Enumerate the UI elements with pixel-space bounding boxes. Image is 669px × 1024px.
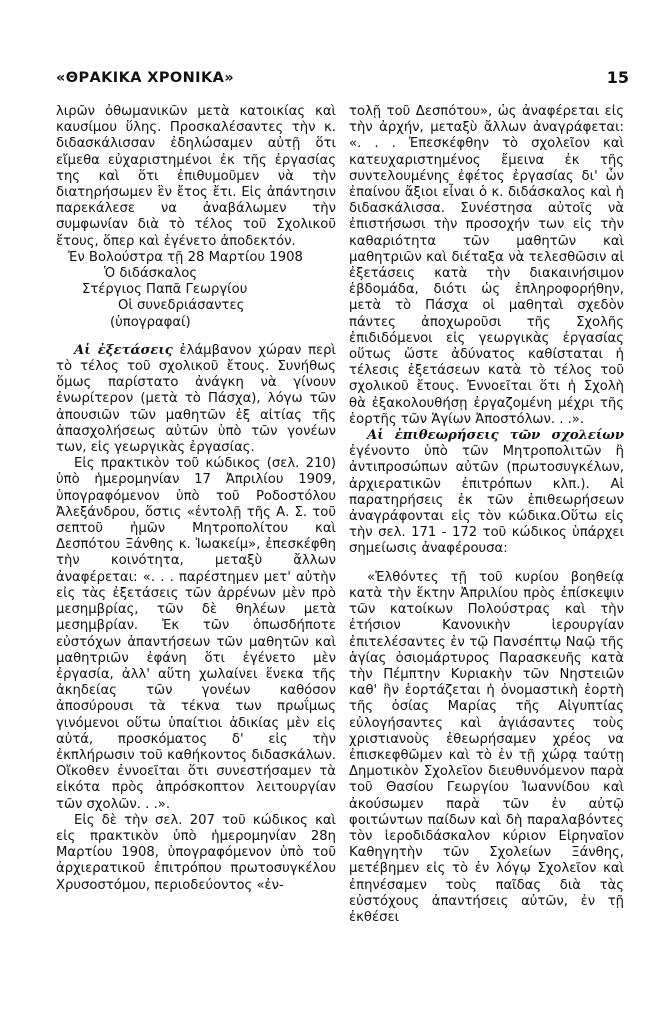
signature-members: Οἱ συνεδριάσαντες (118, 298, 245, 314)
page-number: 15 (606, 68, 629, 87)
signature-name: Στέργιος Παπᾶ Γεωργίου (82, 282, 248, 298)
section-heading: Αἱ ἐξετάσεις (74, 342, 173, 358)
left-column (56, 104, 336, 894)
signature-note: (ὑπογραφαί) (110, 314, 191, 330)
page-header (56, 70, 629, 96)
paragraph: Εἰς πρακτικὸν τοῦ κώδικος (σελ. 210) ὑπὸ ἡμερομηνίαν 17 Ἀπριλίου 1909, ὑπογραφόμενον ὑπὸ τοῦ Ροδοστόλου Ἀλεξάνδρου, ὅστις «ἐντολῇ τῆς Α. Σ. τοῦ σεπτοῦ ἡμῶν Μητροπολίτου καὶ Δεσπότου Ξάνθης κ. Ἰωακείμ», ἐπεσκέφθη τὴν κοινότητα, μεταξὺ ἄλλων ἀναφέρεται: «. . . παρέστημεν μετ' αὐτὴν εἰς τὰς ἐξετάσεις τῶν ἀρρένων μὲν πρὸ μεσημβρίας, τῶν δὲ θηλέων μετὰ μεσημβρίαν. Ἐκ τῶν ὁπωσδήποτε εὐστόχων ἀπαντήσεων τῶν μαθητῶν καὶ μαθητριῶν ἐφάνη ὅτι ἐγένετο μὲν ἐργασία, ἀλλ' αὕτη χωλαίνει ἕνεκα τῆς ἀκηδείας τῶν γονέων καθόσον ἀποσύρουσι τὰ τέκνα των πρωΐμως γινόμενοι οὕτω ὑπαίτιοι ἀδικίας μὲν εἰς αὐτά, προσκόματος δ' εἰς τὴν ἐκπλήρωσιν τοῦ καθήκοντος διδασκάλων. Οἴκοθεν ἐννοεῖται ὅτι συνεστήσαμεν τὰ εἰκότα πρὸς ἀπρόσκοπτον λειτουργίαν τῶν σχολῶν. . .». (56, 456, 336, 812)
paragraph-text: ἐγένοντο ὑπὸ τῶν Μητροπολιτῶν ἢ ἀντιπροσώπων αὐτῶν (πρωτοσυγκέλων, ἀρχιερατικῶν ἐπιτρόπων κλπ.). Αἱ παρατηρήσεις ἐκ τῶν ἐπιθεωρήσεων ἀναγράφονται εἰς τὸν κώδικα.Οὕτω εἰς τὴν σελ. 171 - 172 τοῦ κώδικος ὑπάρχει σημείωσις ἀναφέρουσα: (349, 444, 624, 557)
inspections-paragraph (349, 428, 624, 558)
quote-paragraph: «Ἐλθόντες τῇ τοῦ κυρίου βοηθείᾳ κατὰ τὴν ἕκτην Ἀπριλίου πρὸς ἐπίσκεψιν τῶν κατοίκων Πολούστρας καὶ τὴν ἐτήσιον Κανονικὴν ἱερουργίαν ἐπιτελέσαντες ἐν τῷ Πανσέπτῳ Ναῷ τῆς ἁγίας ὁσιομάρτυρος Παρασκευῆς κατὰ τὴν Πέμπτην Κυριακὴν τῶν Νηστειῶν καθ' ἣν ἑορτάζεται ἡ ὀνομαστικὴ ἑορτὴ τῆς ὁσίας Μαρίας τῆς Αἰγυπτίας εὐλογήσαντες καὶ ἁγιάσαντες τοὺς χριστιανοὺς ἐθεωρήσαμεν χρέος να ἐπισκεφθῶμεν καὶ τὸ ἐν τῇ χώρᾳ ταύτῃ Δημοτικὸν Σχολεῖον διευθυνόμενον παρὰ τοῦ Θασίου Γεωργίου Ἰωαννίδου καὶ ἀκούσωμεν παρὰ τῶν ἐν αὐτῷ φοιτώντων παίδων καὶ δὴ παραλαβόντες τὸν ἱεροδιδάσκαλον κύριον Εἰρηναῖον Καθηγητὴν τῶν Σχολείων Ξάνθης, μετέβημεν εἰς τὸ ἐν λόγῳ Σχολεῖον καὶ ἐπηνέσαμεν τοὺς παῖδας διὰ τὰς εὐστόχους ἀπαντήσεις αὐτῶν, ἐν τῇ ἐκθέσει (349, 569, 624, 925)
paragraph: τολῇ τοῦ Δεσπότου», ὡς ἀναφέρεται εἰς τὴν ἀρχήν, μεταξὺ ἄλλων ἀναγράφεται: «. . . Ἐπεσκέφθην τὸ σχολεῖον καὶ κατευχαριστημένος ἔμεινα ἐκ τῆς συντελουμένης ἐφέτος ἐργασίας δι' ὧν ἐπαίνου ἄξιοι εἶναι ὁ κ. διδάσκαλος καὶ ἡ διδασκάλισσα. Συνέστησα αὐτοῖς νὰ ἐπιστήσωσι τὴν προσοχήν των εἰς τὴν καθαριότητα τῶν μαθητῶν καὶ μαθητριῶν καὶ διέταξα νὰ τελεσθῶσιν αἱ ἐξετάσεις κατὰ τὴν διακαινήσιμον ἑβδομάδα, διότι ὡς ἐπληροφορήθην, μετὰ τὸ Πάσχα οἱ μαθηταὶ σχεδὸν πάντες ἀποχωροῦσι τῆς Σχολῆς ἐπιδιδόμενοι εἰς γεωργικὰς ἐργασίας οὕτως ὥστε ἀδύνατος καθίσταται ἡ τέλεσις ἐξετάσεων κατὰ τὸ τέλος τοῦ σχολικοῦ ἔτους. Ἐννοεῖται ὅτι ἡ Σχολὴ θὰ ἐξακολουθήσῃ ἐργαζομένη μέχρι τῆς ἑορτῆς τῶν Ἁγίων Ἀποστόλων. . .». (349, 104, 624, 427)
section-heading: Αἱ ἐπιθεωρήσεις τῶν σχολείων (367, 428, 624, 444)
paragraph: λιρῶν ὀθωμανικῶν μετὰ κατοικίας καὶ καυσίμου ὕλης. Προσκαλέσαντες τὴν κ. διδασκάλισσαν ἐδηλώσαμεν αὐτῇ ὅτι εἴμεθα εὐχαριστημένοι ἐκ τῆς ἐργασίας της καὶ ὅτι ἐπιθυμοῦμεν νὰ τὴν διατηρήσωμεν ἓν ἔτος ἔτι. Εἰς ἀπάντησιν παρεκάλεσε να ἀναβάλωμεν τὴν συμφωνίαν διὰ τὸ τέλος τοῦ Σχολικοῦ ἔτους, ὅπερ καὶ ἐγένετο ἀποδεκτόν. (56, 104, 336, 249)
running-title: «ΘΡΑΚΙΚΑ ΧΡΟΝΙΚΑ» (56, 70, 234, 86)
signature-place-date: Ἐν Βολούστρα τῇ 28 Μαρτίου 1908 (68, 249, 303, 265)
right-column (349, 104, 624, 926)
paragraph: Εἰς δὲ τὴν σελ. 207 τοῦ κώδικος καὶ εἰς πρακτικὸν ὑπὸ ἡμερομηνίαν 28η Μαρτίου 1908, ὑπογραφόμενον ὑπὸ τοῦ ἀρχιερατικοῦ ἐπιτρόπου πρωτοσυγκέλου Χρυσοστόμου, περιοδεύοντος «ἐν- (56, 812, 336, 893)
signature-role: Ὁ διδάσκαλος (104, 266, 198, 282)
exams-paragraph (56, 343, 336, 456)
paragraph-text: ἐλάμβανον χώραν περὶ τὸ τέλος τοῦ σχολικοῦ ἔτους. Συνήθως ὅμως παρίστατο ἀνάγκη νὰ γίνουν ἐνωρίτερον (μετὰ τὸ Πάσχα), λόγω τῶν ἀπουσιῶν τῶν μαθητῶν ἐξ αἰτίας τῆς ἀπασχολήσεως αὐτῶν ὑπὸ τῶν γονέων των, εἰς γεωργικὰς ἐργασίας. (56, 342, 336, 456)
